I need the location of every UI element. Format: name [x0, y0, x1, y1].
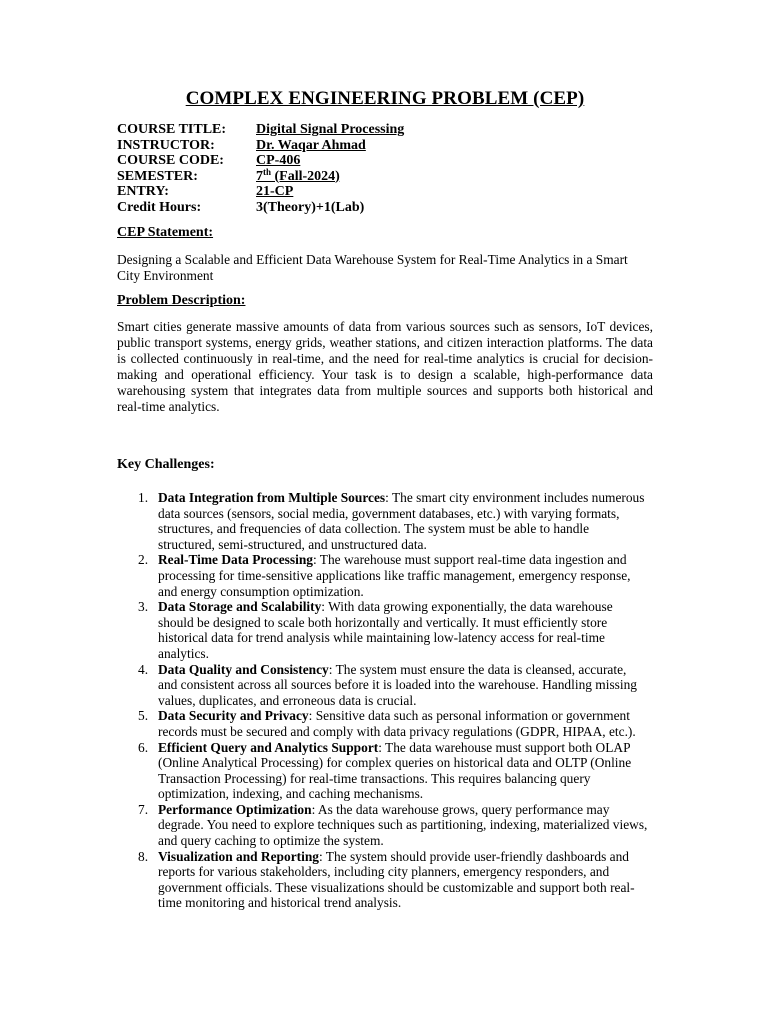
problem-description-text: Smart cities generate massive amounts of data from various sources such as sensors, IoT devices, public transport systems, energy grids, weather stations, and citizen interaction platforms. The data is collected continuously in real-time, and the need for real-time analytics is crucial for decision-making and operational efficiency. Your task is to design a scalable, high-performance data warehousing system that integrates data from multiple sources and supports both historical and real-time analytics. [117, 319, 653, 414]
list-item-title: Data Security and Privacy [158, 708, 309, 724]
course-code-value: CP-406 [256, 153, 301, 168]
document-title: COMPLEX ENGINEERING PROBLEM (CEP) [185, 88, 585, 109]
list-item [117, 802, 653, 849]
list-item-number: 6. [138, 739, 149, 755]
list-item-text: : The system should provide user-friendly dashboards and reports for various stakeholders, including city planners, emergency responders, and government officials. These visualizations should be customizable and support both real-time monitoring and historical trend analysis. [158, 848, 635, 911]
list-item-title: Real-Time Data Processing [158, 552, 313, 568]
course-title-label: COURSE TITLE: [117, 122, 227, 137]
semester-value [256, 166, 340, 185]
list-item-title: Performance Optimization [158, 801, 312, 817]
list-item-body [158, 662, 648, 709]
list-item-body [158, 599, 648, 661]
list-item-body [158, 849, 648, 911]
list-item-body [158, 552, 648, 599]
list-item-text: : The data warehouse must support both OLAP (Online Analytical Processing) for complex queries on historical data and OLTP (Online Transaction Processing) for real-time transactions. This requires balancing query optimization, indexing, and caching mechanisms. [158, 739, 632, 802]
list-item-number: 3. [138, 599, 149, 615]
instructor-row [117, 138, 653, 154]
list-item [117, 708, 653, 739]
list-item-text: : With data growing exponentially, the data warehouse should be designed to scale both horizontally and vertically. It must efficiently store historical data for trend analysis while maintaining low-latency access for real-time analytics. [158, 599, 613, 661]
list-item-body [158, 740, 648, 802]
course-code-label: COURSE CODE: [117, 153, 224, 168]
list-item-text: : Sensitive data such as personal information or government records must be secured and comply with data privacy regulations (GDPR, HIPAA, etc.). [158, 708, 636, 739]
course-title-row [117, 122, 653, 138]
list-item [117, 740, 653, 802]
course-title-value: Digital Signal Processing [256, 122, 405, 137]
list-item-number: 5. [138, 708, 149, 724]
credit-hours-row [117, 200, 653, 216]
key-challenges-list [117, 490, 653, 911]
course-code-row [117, 153, 653, 169]
list-item-number: 7. [138, 801, 149, 817]
entry-value: 21-CP [256, 184, 294, 199]
list-item-text: : The system must ensure the data is cleansed, accurate, and consistent across all sources before it is loaded into the warehouse. Handling missing values, duplicates, and erroneous data is crucial. [158, 661, 637, 708]
list-item-title: Data Integration from Multiple Sources [158, 490, 386, 505]
list-item-body [158, 490, 648, 552]
key-challenges-heading: Key Challenges: [117, 457, 215, 472]
semester-number: 7 [256, 168, 263, 184]
list-item-number: 8. [138, 848, 149, 864]
credit-hours-value: 3(Theory)+1(Lab) [256, 199, 365, 215]
instructor-label: INSTRUCTOR: [117, 137, 215, 153]
semester-label: SEMESTER: [117, 168, 198, 184]
cep-statement-text: Designing a Scalable and Efficient Data Warehouse System for Real-Time Analytics in a Smart City Environment [117, 252, 628, 283]
list-item [117, 599, 653, 661]
list-item [117, 490, 653, 552]
entry-row [117, 184, 653, 200]
list-item-body [158, 802, 648, 849]
semester-term: (Fall-2024) [271, 168, 340, 184]
semester-ordinal-suffix: th [263, 166, 272, 177]
cep-statement-heading: CEP Statement: [117, 225, 214, 240]
list-item [117, 552, 653, 599]
problem-description-heading: Problem Description: [117, 293, 246, 308]
list-item-title: Efficient Query and Analytics Support [158, 739, 379, 755]
list-item-number: 2. [138, 552, 149, 568]
list-item-text: : The smart city environment includes numerous data sources (sensors, social media, government databases, etc.) with varying formats, structures, and frequencies of data collection. The system must be able to handle structured, semi-structured, and unstructured data. [158, 490, 645, 552]
list-item-text: : The warehouse must support real-time data ingestion and processing for time-sensitive applications like traffic management, emergency response, and energy consumption optimization. [158, 552, 631, 599]
list-item-text: : As the data warehouse grows, query performance may degrade. You need to explore techniques such as partitioning, indexing, materialized views, and query caching to optimize the system. [158, 801, 648, 849]
list-item-number: 4. [138, 661, 149, 677]
list-item [117, 849, 653, 911]
entry-label: ENTRY: [117, 184, 169, 199]
list-item-body [158, 708, 648, 739]
list-item-title: Data Storage and Scalability [158, 599, 322, 615]
list-item-title: Data Quality and Consistency [158, 661, 329, 677]
list-item-title: Visualization and Reporting [158, 848, 319, 864]
credit-hours-label: Credit Hours: [117, 199, 202, 215]
semester-row [117, 166, 653, 185]
list-item [117, 662, 653, 709]
instructor-value: Dr. Waqar Ahmad [256, 137, 366, 153]
list-item-number: 1. [138, 490, 149, 505]
course-info-table [117, 122, 653, 215]
